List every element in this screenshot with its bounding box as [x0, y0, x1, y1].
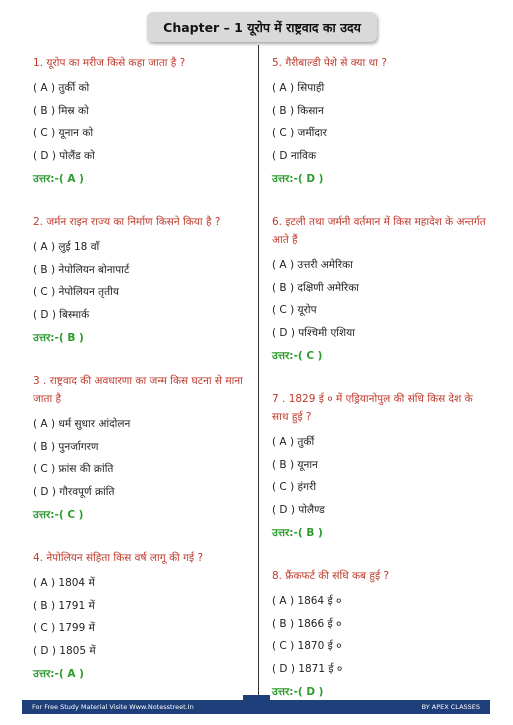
- question-block: [33, 54, 251, 186]
- footer-brand-text: BY APEX CLASSES: [421, 703, 480, 711]
- option-text: ( A ) 1864 ई ०: [272, 594, 342, 607]
- option-text: ( B ) किसान: [272, 104, 324, 117]
- option-text: ( D ) 1871 ई ०: [272, 663, 343, 676]
- block-spacer: [33, 186, 251, 213]
- answer-text: उत्तर:-( C ): [33, 508, 84, 521]
- question-block: [33, 372, 251, 522]
- answer-text: उत्तर:-( B ): [33, 331, 84, 344]
- block-spacer: [33, 522, 251, 549]
- option-text: ( D ) बिस्मार्क: [33, 309, 90, 322]
- block-spacer: [33, 345, 251, 372]
- option-text: ( A ) उत्तरी अमेरिका: [272, 258, 353, 271]
- question-block: [272, 54, 487, 186]
- option-text: ( C ) यूनान को: [33, 127, 94, 140]
- option-text: ( B ) 1866 ई ०: [272, 617, 342, 630]
- question-block: [33, 213, 251, 345]
- question-text: 8. फ्रैंकफर्ट की संधि कब हुई ?: [272, 569, 390, 582]
- question-text: 5. गैरीबाल्डी पेशे से क्या था ?: [272, 57, 387, 69]
- option-text: ( C ) हंगरी: [272, 481, 317, 494]
- right-column: [272, 54, 487, 699]
- block-spacer: [272, 540, 487, 567]
- question-text: 2. जर्मन राइन राज्य का निर्माण किसने किया है ?: [33, 215, 221, 228]
- page-title: Chapter – 1 यूरोप में राष्ट्रवाद का उदय: [147, 12, 377, 42]
- option-text: ( D ) पश्चिमी एशिया: [272, 327, 355, 340]
- block-spacer: [272, 186, 487, 213]
- question-text: 3 . राष्ट्रवाद की अवधारणा का जन्म किस घटना से माना जाता है: [33, 374, 243, 405]
- question-text: 1. यूरोप का मरीज किसे कहा जाता है ?: [33, 57, 186, 69]
- left-column: [33, 54, 251, 681]
- option-text: ( B ) पुनर्जागरण: [33, 440, 99, 453]
- footer-website-text: For Free Study Material Visite Www.Notesstreet.In: [32, 703, 194, 711]
- option-text: ( A ) तुर्की को: [33, 81, 90, 94]
- answer-text: उत्तर:-( C ): [272, 349, 323, 362]
- column-divider: [258, 45, 259, 700]
- footer-bar: [22, 700, 490, 714]
- option-text: ( A ) 1804 में: [33, 576, 95, 589]
- question-block: [33, 549, 251, 681]
- option-text: ( C ) 1799 में: [33, 622, 95, 635]
- answer-text: उत्तर:-( D ): [272, 685, 324, 698]
- option-text: ( C ) जमींदार: [272, 127, 327, 140]
- option-text: ( D ) 1805 में: [33, 645, 96, 658]
- option-text: ( B ) 1791 में: [33, 599, 95, 612]
- option-text: ( A ) धर्म सुधार आंदोलन: [33, 417, 131, 430]
- option-text: ( D ) पोलैंड को: [33, 150, 95, 163]
- question-text: 4. नेपोलियन संहिता किस वर्ष लागू की गई ?: [33, 551, 204, 564]
- option-text: ( D ) गौरवपूर्ण क्रांति: [33, 486, 115, 499]
- question-block: [272, 567, 487, 699]
- answer-text: उत्तर:-( A ): [33, 172, 84, 185]
- answer-text: उत्तर:-( D ): [272, 172, 324, 185]
- question-text: 6. इटली तथा जर्मनी वर्तमान में किस महादेश के अन्तर्गत आते हैं: [272, 215, 486, 246]
- block-spacer: [272, 363, 487, 390]
- option-text: ( A ) तुर्की: [272, 435, 315, 448]
- option-text: ( C ) यूरोप: [272, 304, 317, 317]
- option-text: ( A ) सिपाही: [272, 81, 325, 94]
- question-block: [272, 213, 487, 363]
- answer-text: उत्तर:-( A ): [33, 667, 84, 680]
- option-text: ( C ) फ्रांस की क्रांति: [33, 463, 114, 476]
- question-text: 7 . 1829 ई ० में एड्रियानोपुल की संधि किस देश के साथ हुई ?: [272, 392, 473, 423]
- option-text: ( B ) नेपोलियन बोनापार्ट: [33, 263, 130, 276]
- option-text: ( B ) दक्षिणी अमेरिका: [272, 281, 359, 294]
- option-text: ( A ) लुई 18 वाँ: [33, 240, 100, 253]
- option-text: ( B ) यूनान: [272, 458, 318, 471]
- option-text: ( C ) नेपोलियन तृतीय: [33, 286, 119, 299]
- question-block: [272, 390, 487, 540]
- option-text: ( B ) मिस्र को: [33, 104, 89, 117]
- option-text: ( C ) 1870 ई ०: [272, 640, 342, 653]
- option-text: ( D ) पोलैण्ड: [272, 504, 325, 517]
- option-text: ( D नाविक: [272, 150, 317, 163]
- answer-text: उत्तर:-( B ): [272, 526, 323, 539]
